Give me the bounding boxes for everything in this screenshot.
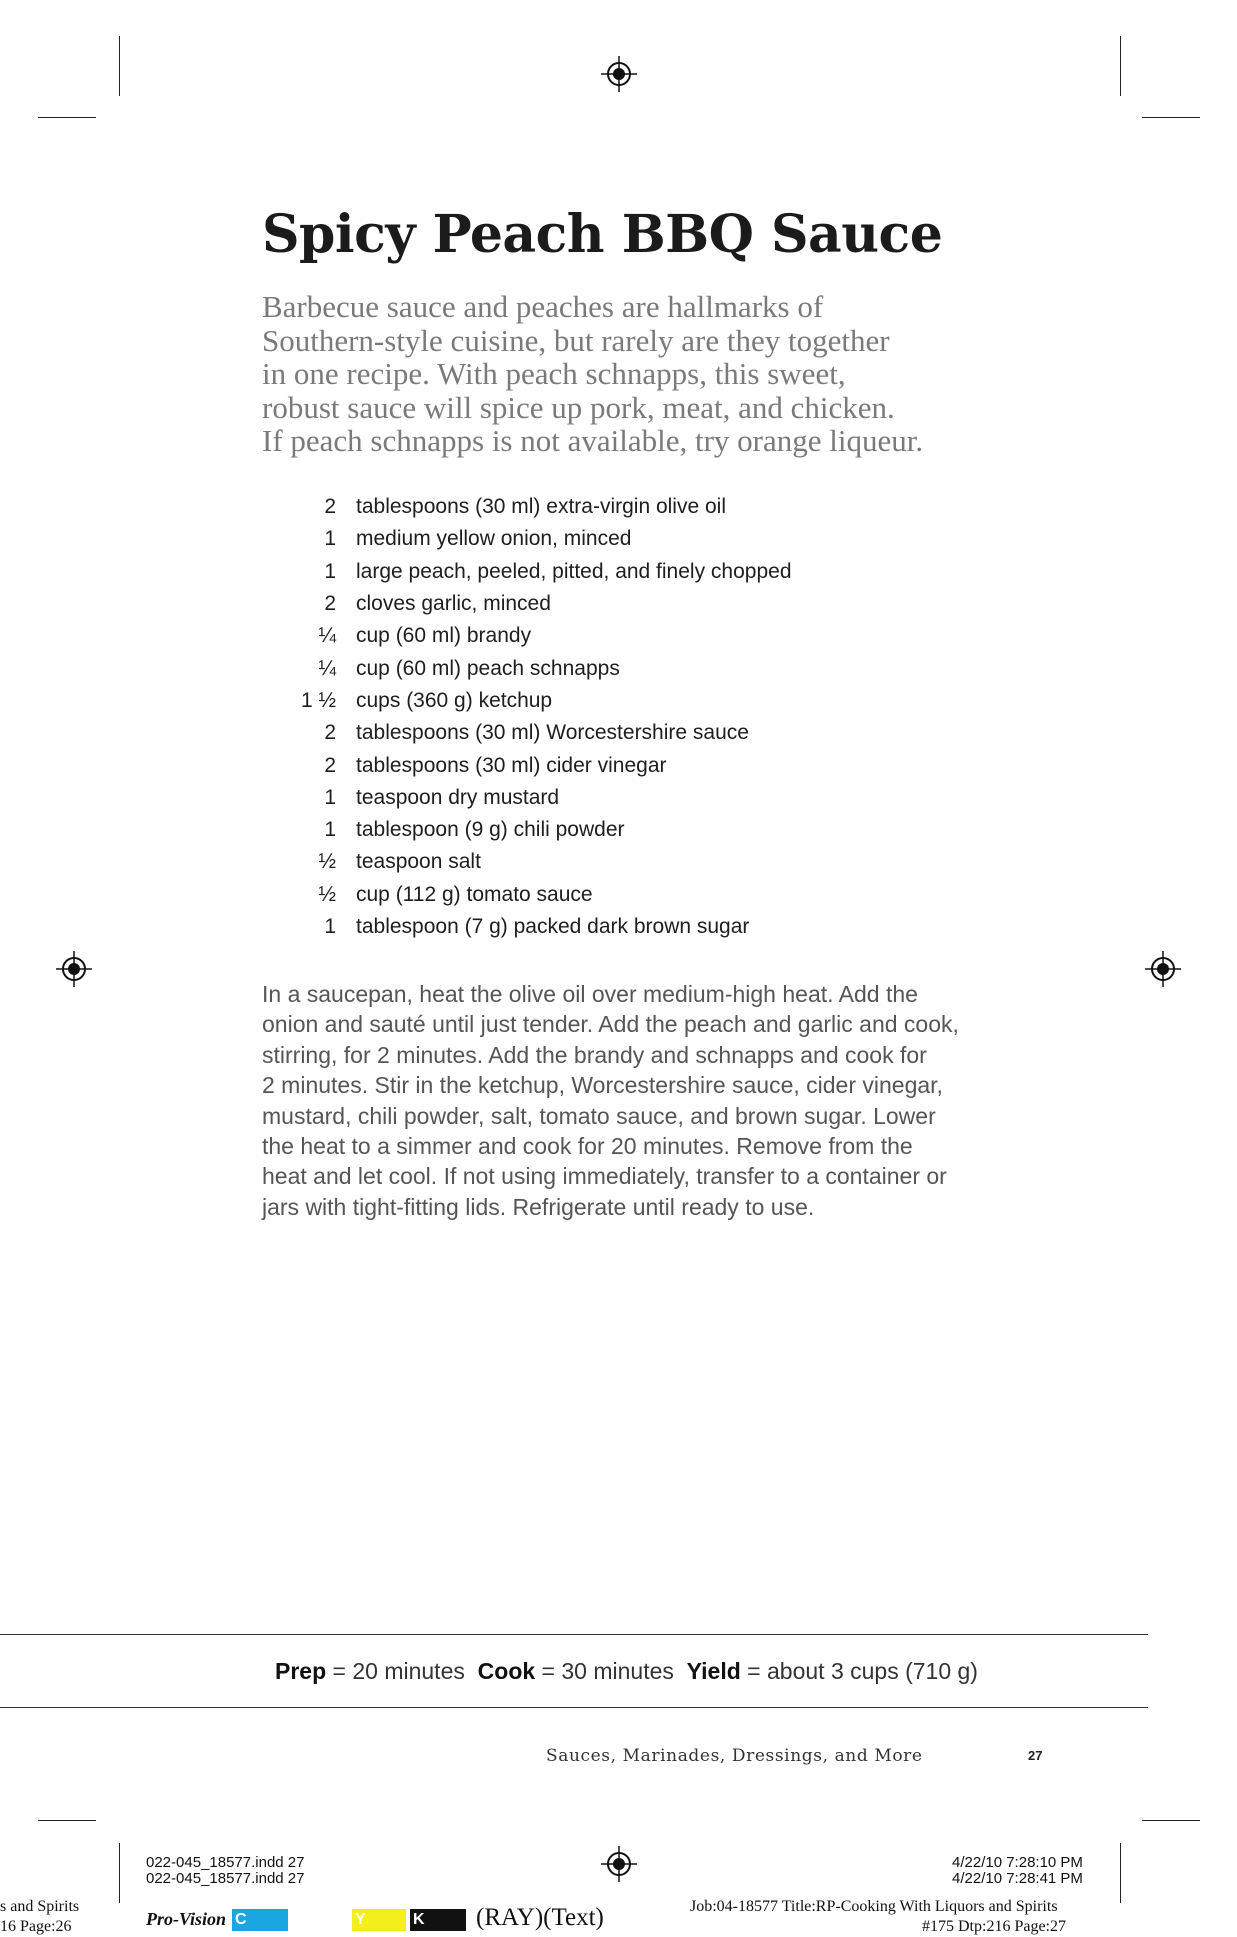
- ingredient-item: cup (112 g) tomato sauce: [356, 882, 593, 906]
- ingredient-item: cup (60 ml) peach schnapps: [356, 656, 620, 680]
- slug-job-line: Job:04-18577 Title:RP-Cooking With Liquors and Spirits: [690, 1898, 1058, 1915]
- ingredient-row: [262, 652, 1022, 684]
- recipe-method: [262, 979, 1042, 1222]
- method-line: heat and let cool. If not using immediately, transfer to a container or: [262, 1163, 947, 1190]
- ingredient-item: cloves garlic, minced: [356, 592, 551, 616]
- ingredient-item: tablespoon (9 g) chili powder: [356, 818, 625, 842]
- recipe-intro: [262, 290, 1042, 458]
- ray-text-label: (RAY)(Text): [476, 1904, 604, 1931]
- intro-line: Barbecue sauce and peaches are hallmarks of: [262, 289, 824, 324]
- ingredient-qty: 2: [324, 592, 336, 616]
- ingredient-item: tablespoons (30 ml) Worcestershire sauce: [356, 721, 749, 745]
- slug-job-line: #175 Dtp:216 Page:27: [922, 1918, 1066, 1935]
- intro-line: If peach schnapps is not available, try orange liqueur.: [262, 423, 924, 458]
- crop-mark-top-right-h: [1142, 117, 1200, 118]
- ingredient-qty: 1: [324, 559, 336, 583]
- ingredient-row: [262, 879, 1022, 911]
- recipe-title: Spicy Peach BBQ Sauce: [262, 204, 943, 265]
- yield-value: = about 3 cups (710 g): [747, 1658, 978, 1684]
- ingredient-qty: ¼: [318, 656, 336, 680]
- slug-left-line: 16 Page:26: [0, 1918, 72, 1935]
- ingredient-item: tablespoon (7 g) packed dark brown sugar: [356, 915, 750, 938]
- ingredient-qty: 1: [324, 915, 336, 938]
- running-head: Sauces, Marinades, Dressings, and More: [546, 1746, 923, 1766]
- ingredient-qty: 1: [324, 818, 336, 842]
- intro-line: robust sauce will spice up pork, meat, and chicken.: [262, 389, 895, 425]
- slug-date-line: 4/22/10 7:28:10 PM: [952, 1854, 1083, 1871]
- slug-date-line: 4/22/10 7:28:41 PM: [952, 1870, 1083, 1887]
- crop-mark-top-left-h: [38, 117, 96, 118]
- ingredient-row: [262, 523, 1022, 555]
- slug-file-line: 022-045_18577.indd 27: [146, 1854, 305, 1871]
- ingredient-row: [262, 685, 1022, 717]
- ingredient-row: [262, 782, 1022, 814]
- ingredient-qty: 2: [324, 495, 336, 519]
- crop-mark-bottom-left-h: [38, 1820, 96, 1821]
- ingredient-list: [262, 491, 1022, 943]
- ingredient-row: [262, 620, 1022, 652]
- prep-rule-top: [0, 1634, 1148, 1635]
- method-line: the heat to a simmer and cook for 20 minutes. Remove from the: [262, 1133, 913, 1160]
- ingredient-qty: ½: [318, 850, 336, 874]
- cook-label: Cook: [477, 1658, 536, 1684]
- ingredient-qty: 1: [324, 785, 336, 809]
- ingredient-row: [262, 749, 1022, 781]
- crop-mark-bottom-right-v: [1120, 1843, 1121, 1903]
- registration-target-icon: [56, 951, 92, 987]
- ingredient-row: [262, 588, 1022, 620]
- cook-value: = 30 minutes: [541, 1658, 674, 1684]
- prep-rule-bottom: [0, 1707, 1148, 1708]
- method-line: stirring, for 2 minutes. Add the brandy and schnapps and cook for: [262, 1041, 927, 1068]
- page-number: 27: [1028, 1748, 1043, 1763]
- provision-logo: Pro-Vision: [146, 1909, 227, 1929]
- slug-file-line: 022-045_18577.indd 27: [146, 1870, 305, 1887]
- method-line: jars with tight-fitting lids. Refrigerate until ready to use.: [262, 1193, 815, 1220]
- slug-date-info: [952, 1855, 1083, 1887]
- ingredient-qty: ¼: [318, 624, 336, 648]
- ingredient-item: cup (60 ml) brandy: [356, 624, 532, 648]
- slug-left-cut: [0, 1897, 79, 1937]
- registration-target-icon: [1145, 951, 1181, 987]
- ingredient-qty: 1: [324, 527, 336, 551]
- ingredient-item: large peach, peeled, pitted, and finely chopped: [356, 559, 792, 583]
- ingredient-item: medium yellow onion, minced: [356, 527, 632, 551]
- intro-line: Southern-style cuisine, but rarely are they together: [262, 322, 890, 358]
- swatch-yellow: Y: [352, 1909, 406, 1931]
- ingredient-row: [262, 717, 1022, 749]
- yield-label: Yield: [686, 1658, 741, 1684]
- slug-file-info: [146, 1855, 304, 1887]
- crop-mark-bottom-left-v: [119, 1843, 120, 1903]
- intro-line: in one recipe. With peach schnapps, this sweet,: [262, 356, 846, 391]
- prep-value: = 20 minutes: [332, 1658, 465, 1684]
- ingredient-row: [262, 814, 1022, 846]
- crop-mark-top-left-v: [119, 36, 120, 96]
- registration-target-icon: [601, 1846, 637, 1882]
- ingredient-row: [262, 556, 1022, 588]
- slug-job-info: [690, 1897, 1066, 1937]
- method-line: onion and sauté until just tender. Add the peach and garlic and cook,: [262, 1011, 959, 1038]
- ingredient-item: cups (360 g) ketchup: [356, 688, 553, 712]
- ingredient-row: [262, 911, 1022, 943]
- prep-label: Prep: [275, 1658, 327, 1684]
- crop-mark-top-right-v: [1120, 36, 1121, 96]
- ingredient-qty: 2: [324, 753, 336, 777]
- method-line: mustard, chili powder, salt, tomato sauce, and brown sugar. Lower: [262, 1102, 936, 1129]
- slug-left-line: s and Spirits: [0, 1898, 80, 1915]
- ingredient-item: tablespoons (30 ml) cider vinegar: [356, 753, 667, 777]
- ingredient-qty: 1 ½: [300, 688, 336, 712]
- ingredient-item: teaspoon salt: [356, 850, 481, 874]
- registration-target-icon: [601, 56, 637, 92]
- method-line: In a saucepan, heat the olive oil over medium-high heat. Add the: [262, 981, 918, 1007]
- crop-mark-bottom-right-h: [1142, 1820, 1200, 1821]
- ingredient-item: teaspoon dry mustard: [356, 785, 560, 809]
- ingredient-qty: ½: [318, 882, 336, 906]
- ingredient-row: [262, 846, 1022, 878]
- ingredient-item: tablespoons (30 ml) extra-virgin olive oil: [356, 495, 726, 519]
- ingredient-qty: 2: [324, 721, 336, 745]
- prep-summary: [275, 1658, 978, 1685]
- swatch-cyan: C: [232, 1909, 288, 1931]
- swatch-black: K: [410, 1909, 466, 1931]
- method-line: 2 minutes. Stir in the ketchup, Worcestershire sauce, cider vinegar,: [262, 1072, 943, 1099]
- ingredient-row: [262, 491, 1022, 523]
